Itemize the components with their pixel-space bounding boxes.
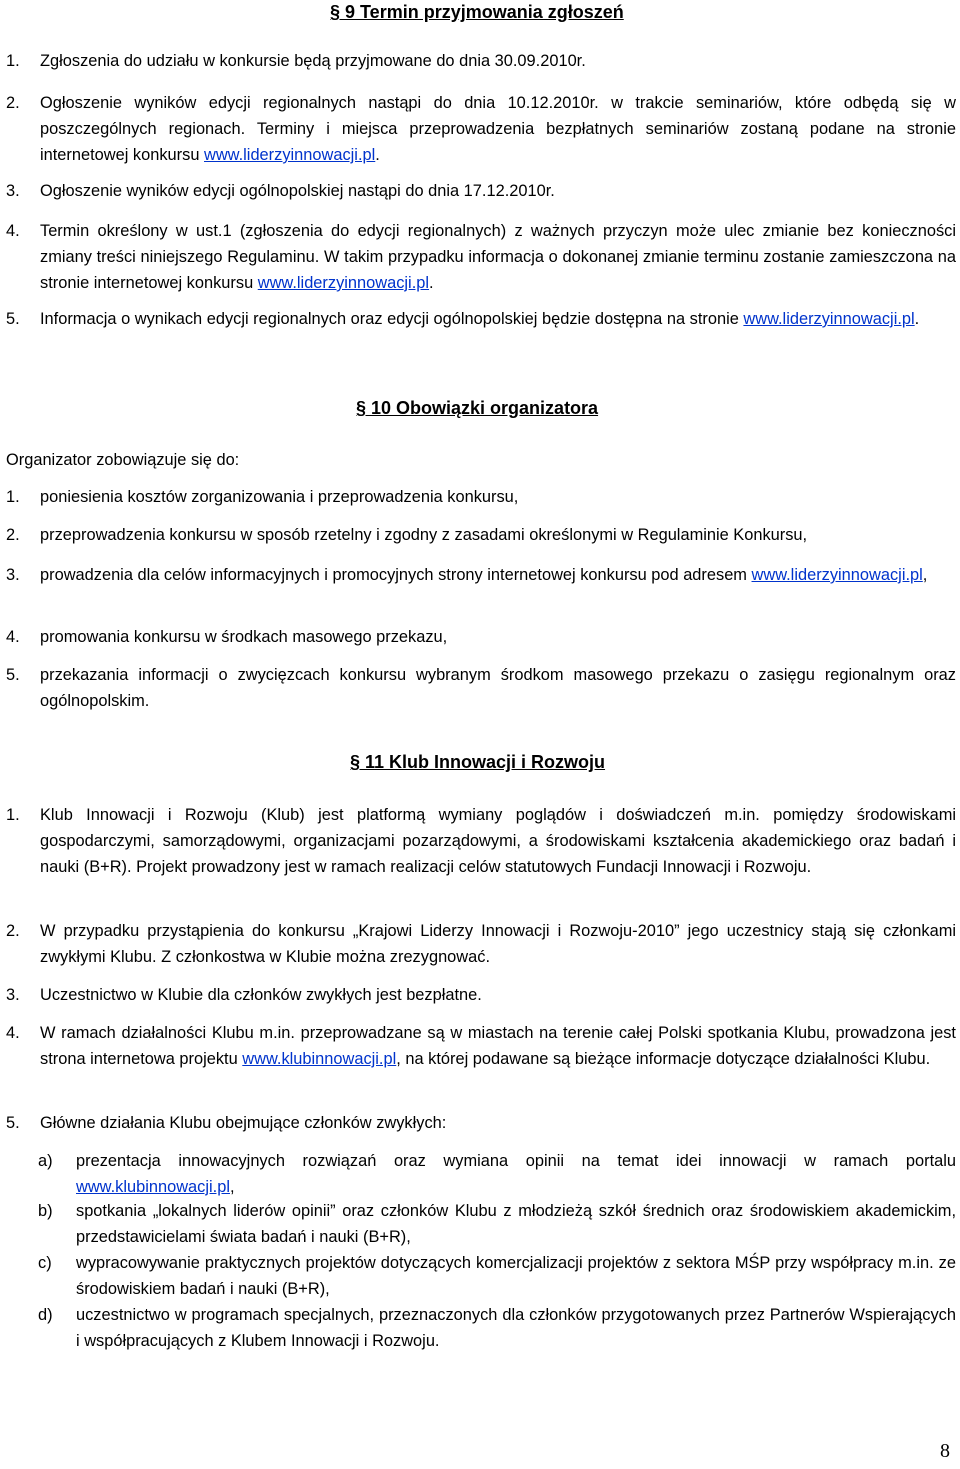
item-number: 1. — [6, 488, 20, 506]
item-text: promowania konkursu w środkach masowego przekazu, — [40, 628, 448, 646]
s9-item-3 — [6, 178, 956, 204]
subitem-label: d) — [38, 1306, 53, 1324]
subitem-text: spotkania „lokalnych liderów opinii” oraz członków Klubu z młodzieżą szkół średnich oraz środowiskiem akademickim, przedstawicielami świata badań i nauki (B+R), — [76, 1202, 956, 1246]
item-text: Zgłoszenia do udziału w konkursie będą przyjmowane do dnia 30.09.2010r. — [40, 52, 586, 70]
item-text: poniesienia kosztów zorganizowania i przeprowadzenia konkursu, — [40, 488, 519, 506]
item-text: przeprowadzenia konkursu w sposób rzetelny i zgodny z zasadami określonymi w Regulaminie Konkursu, — [40, 526, 808, 544]
item-text: przekazania informacji o zwycięzcach konkursu wybranym środkom masowego przekazu o zasięgu regionalnym oraz ogólnopolskim. — [40, 666, 956, 710]
website-link[interactable]: www.klubinnowacji.pl — [76, 1178, 230, 1196]
item-number: 2. — [6, 526, 20, 544]
section-10-title: § 10 Obowiązki organizatora — [356, 398, 599, 418]
item-text: Ogłoszenie wyników edycji regionalnych nastąpi do dnia 10.12.2010r. w trakcie seminariów, które odbędą się w poszczególnych regionach. Terminy i miejsca przeprowadzenia bezpłatnych seminariów zostaną podane na stronie internetowej konkursu — [40, 94, 956, 164]
item-number: 1. — [6, 52, 20, 70]
item-text: Klub Innowacji i Rozwoju (Klub) jest platformą wymiany poglądów i doświadczeń m.in. pomiędzy środowiskami gospodarczymi, samorządowymi, organizacjami pozarządowymi, a środowiskami kształcenia akademickiego oraz badań i nauki (B+R). Projekt prowadzony jest w ramach realizacji celów statutowych Fundacji Innowacji i Rozwoju. — [40, 806, 956, 876]
website-link[interactable]: www.liderzyinnowacji.pl — [743, 310, 915, 328]
subitem-label: b) — [38, 1202, 53, 1220]
website-link[interactable]: www.liderzyinnowacji.pl — [204, 146, 376, 164]
item-text: W przypadku przystąpienia do konkursu „Krajowi Liderzy Innowacji i Rozwoju-2010” jego uczestnicy stają się członkami zwykłymi Klubu. Z członkostwa w Klubie można zrezygnować. — [40, 922, 956, 966]
item-text: Ogłoszenie wyników edycji ogólnopolskiej nastąpi do dnia 17.12.2010r. — [40, 182, 555, 200]
item-number: 2. — [6, 922, 20, 940]
s11-subitem-a — [38, 1148, 956, 1200]
s10-item-3 — [6, 562, 956, 588]
s10-item-4 — [6, 624, 956, 650]
s11-item-3 — [6, 982, 956, 1008]
item-text: W ramach działalności Klubu m.in. przeprowadzane są w miastach na terenie całej Polski spotkania Klubu, prowadzona jest strona internetowa projektu — [40, 1024, 956, 1068]
item-number: 4. — [6, 1024, 20, 1042]
subitem-text-end: , — [229, 1178, 235, 1196]
item-number: 5. — [6, 310, 20, 328]
s9-item-5 — [6, 306, 956, 332]
page-number: 8 — [940, 1440, 950, 1462]
website-link[interactable]: www.liderzyinnowacji.pl — [257, 274, 430, 292]
item-text-end: , — [922, 566, 928, 584]
subitem-text: uczestnictwo w programach specjalnych, przeznaczonych dla członków przygotowanych przez Partnerów Wspierających i współpracujących z Klubem Innowacji i Rozwoju. — [76, 1306, 956, 1350]
section-11-title: § 11 Klub Innowacji i Rozwoju — [350, 752, 606, 772]
item-number: 3. — [6, 566, 20, 584]
s9-item-2 — [6, 90, 956, 168]
s11-subitem-c — [38, 1250, 956, 1302]
s9-item-1 — [6, 48, 956, 74]
item-number: 2. — [6, 94, 20, 112]
s10-item-5 — [6, 662, 956, 714]
item-text: Informacja o wynikach edycji regionalnych oraz edycji ogólnopolskiej będzie dostępna na stronie — [40, 310, 744, 328]
s10-item-2 — [6, 522, 956, 548]
item-number: 3. — [6, 986, 20, 1004]
item-number: 4. — [6, 222, 20, 240]
item-text: Główne działania Klubu obejmujące członków zwykłych: — [40, 1114, 447, 1132]
section-9-title: § 9 Termin przyjmowania zgłoszeń — [330, 2, 624, 22]
subitem-text: wypracowywanie praktycznych projektów dotyczących komercjalizacji projektów z sektora MŚP przy współpracy m.in. ze środowiskiem badań i nauki (B+R), — [76, 1254, 956, 1298]
subitem-label: c) — [38, 1254, 52, 1272]
item-text-end: . — [375, 146, 380, 164]
item-number: 5. — [6, 1114, 20, 1132]
item-number: 5. — [6, 666, 20, 684]
s10-intro: Organizator zobowiązuje się do: — [6, 451, 240, 469]
item-text: Uczestnictwo w Klubie dla członków zwykłych jest bezpłatne. — [40, 986, 482, 1004]
s9-item-4 — [6, 218, 956, 296]
s11-item-1 — [6, 802, 956, 880]
item-number: 4. — [6, 628, 20, 646]
item-text: Termin określony w ust.1 (zgłoszenia do edycji regionalnych) z ważnych przyczyn może ulec zmianie bez konieczności zmiany treści niniejszego Regulaminu. W takim przypadku informacja o dokonanej zmianie terminu zostanie zamieszczona na stronie internetowej konkursu — [40, 222, 956, 292]
s11-subitem-b — [38, 1198, 956, 1250]
item-number: 3. — [6, 182, 20, 200]
s11-subitem-d — [38, 1302, 956, 1354]
subitem-label: a) — [38, 1152, 53, 1170]
s11-item-2 — [6, 918, 956, 970]
s11-item-5 — [6, 1110, 956, 1136]
s10-item-1 — [6, 484, 956, 510]
website-link[interactable]: www.klubinnowacji.pl — [242, 1050, 397, 1068]
item-text-end: . — [429, 274, 434, 292]
item-number: 1. — [6, 806, 20, 824]
website-link[interactable]: www.liderzyinnowacji.pl — [751, 566, 923, 584]
subitem-text: prezentacja innowacyjnych rozwiązań oraz wymiana opinii na temat idei innowacji w ramach portalu — [76, 1152, 956, 1170]
item-text-end: . — [914, 310, 920, 328]
item-text: prowadzenia dla celów informacyjnych i promocyjnych strony internetowej konkursu pod adresem — [40, 566, 752, 584]
s11-item-4 — [6, 1020, 956, 1072]
item-text-end: , na której podawane są bieżące informacje dotyczące działalności Klubu. — [396, 1050, 931, 1068]
